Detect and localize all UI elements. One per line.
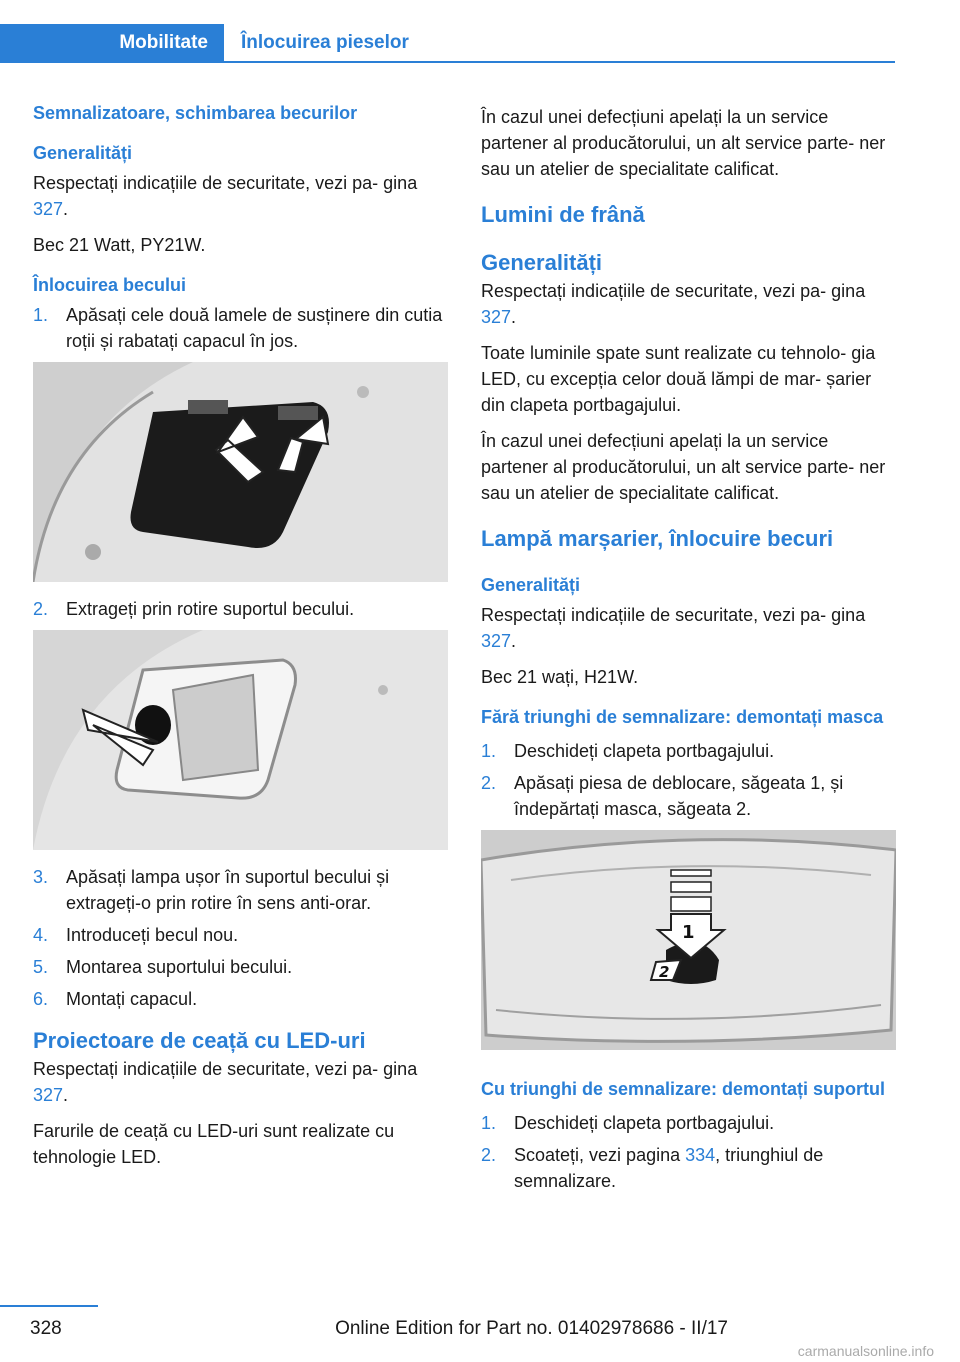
heading-semnalizatoare: Semnalizatoare, schimbarea becurilor — [33, 103, 358, 123]
arrow-label-2: 2 — [659, 963, 670, 981]
safety-note: Respectați indicațiile de securitate, vezi pa‐ gina 327. — [481, 605, 866, 651]
figure-wheel-cover — [33, 362, 448, 582]
list-item: 2. Scoateți, vezi pagina 334, triunghiul de semnalizare. — [481, 1145, 824, 1191]
defect-note: În cazul unei defecțiuni apelați la un service partener al producătorului, un alt service parte‐ ner sau un atelier de specialitate calificat. — [481, 107, 886, 179]
heading-generalitati: Generalități — [33, 143, 133, 163]
list-item: 3. Apăsați lampa ușor în suportul becului și extrageți-o prin rotire în sens anti-orar. — [33, 867, 390, 913]
list-item: 1. Deschideți clapeta portbagajului. — [481, 1113, 775, 1133]
heading-generalitati: Generalități — [481, 250, 603, 275]
page-link-327[interactable]: 327 — [481, 631, 512, 651]
wheel-cover-illustration — [33, 362, 448, 582]
steps-list — [33, 864, 448, 1012]
bulb-spec: Bec 21 Watt, PY21W. — [33, 235, 206, 255]
bulb-spec: Bec 21 wați, H21W. — [481, 667, 639, 687]
left-column — [33, 100, 448, 1180]
defect-note: În cazul unei defecțiuni apelați la un service partener al producătorului, un alt service parte‐ ner sau un atelier de specialitate calificat. — [481, 431, 886, 503]
steps-list — [33, 596, 448, 622]
list-item: 2. Extrageți prin rotire suportul becului. — [33, 599, 355, 619]
fog-lights-text: Farurile de ceață cu LED-uri sunt realizate cu tehnologie LED. — [33, 1121, 395, 1167]
watermark: carmanualsonline.info — [797, 1343, 934, 1359]
safety-note: Respectați indicațiile de securitate, vezi pa‐ gina 327. — [33, 173, 418, 219]
page-link-327[interactable]: 327 — [33, 199, 64, 219]
steps-list — [481, 1110, 896, 1194]
list-item: 6. Montați capacul. — [33, 989, 198, 1009]
footer-rule — [0, 1305, 98, 1307]
steps-list — [481, 738, 896, 822]
figure-bulb-socket — [33, 630, 448, 850]
arrow-label-1: 1 — [682, 922, 695, 943]
list-item: 1. Apăsați cele două lamele de susținere din cutia roții și rabatați capacul în jos. — [33, 305, 443, 351]
list-item: 2. Apăsați piesa de deblocare, săgeata 1, și îndepărtați masca, săgeata 2. — [481, 773, 844, 819]
heading-lampa-marsarier: Lampă marșarier, înlocuire becuri — [481, 526, 834, 551]
list-item: 5. Montarea suportului becului. — [33, 957, 293, 977]
list-item: 1. Deschideți clapeta portbagajului. — [481, 741, 775, 761]
bulb-socket-illustration — [33, 630, 448, 850]
safety-note: Respectați indicațiile de securitate, vezi pa‐ gina 327. — [481, 281, 866, 327]
safety-note: Respectați indicațiile de securitate, vezi pa‐ gina 327. — [33, 1059, 418, 1105]
tab-mobilitate[interactable]: Mobilitate — [0, 24, 224, 61]
page-number: 328 — [30, 1318, 62, 1339]
trunk-lid-illustration — [481, 830, 896, 1050]
list-item: 4. Introduceți becul nou. — [33, 925, 239, 945]
header-tabs — [0, 24, 895, 63]
heading-generalitati: Generalități — [481, 575, 581, 595]
page-link-334[interactable]: 334 — [685, 1145, 716, 1165]
heading-cu-triunghi: Cu triunghi de semnalizare: demontați suportul — [481, 1079, 886, 1099]
heading-fara-triunghi: Fără triunghi de semnalizare: demontați masca — [481, 707, 884, 727]
heading-inlocuirea-becului: Înlocuirea becului — [33, 275, 187, 295]
right-column — [481, 104, 896, 1204]
heading-proiectoare: Proiectoare de ceață cu LED-uri — [33, 1028, 366, 1053]
page-link-327[interactable]: 327 — [33, 1085, 64, 1105]
figure-trunk-lid — [481, 830, 896, 1050]
heading-lumini-frana: Lumini de frână — [481, 202, 645, 227]
steps-list — [33, 302, 448, 354]
page-link-327[interactable]: 327 — [481, 307, 512, 327]
tab-inlocuirea-pieselor[interactable]: Înlocuirea pieselor — [241, 32, 409, 53]
led-text: Toate luminile spate sunt realizate cu tehnolo‐ gia LED, cu excepția celor două lămpi de mar‐ șarier din clapeta portbagajului. — [481, 343, 876, 415]
edition-text: Online Edition for Part no. 01402978686 - II/17 — [335, 1318, 728, 1339]
